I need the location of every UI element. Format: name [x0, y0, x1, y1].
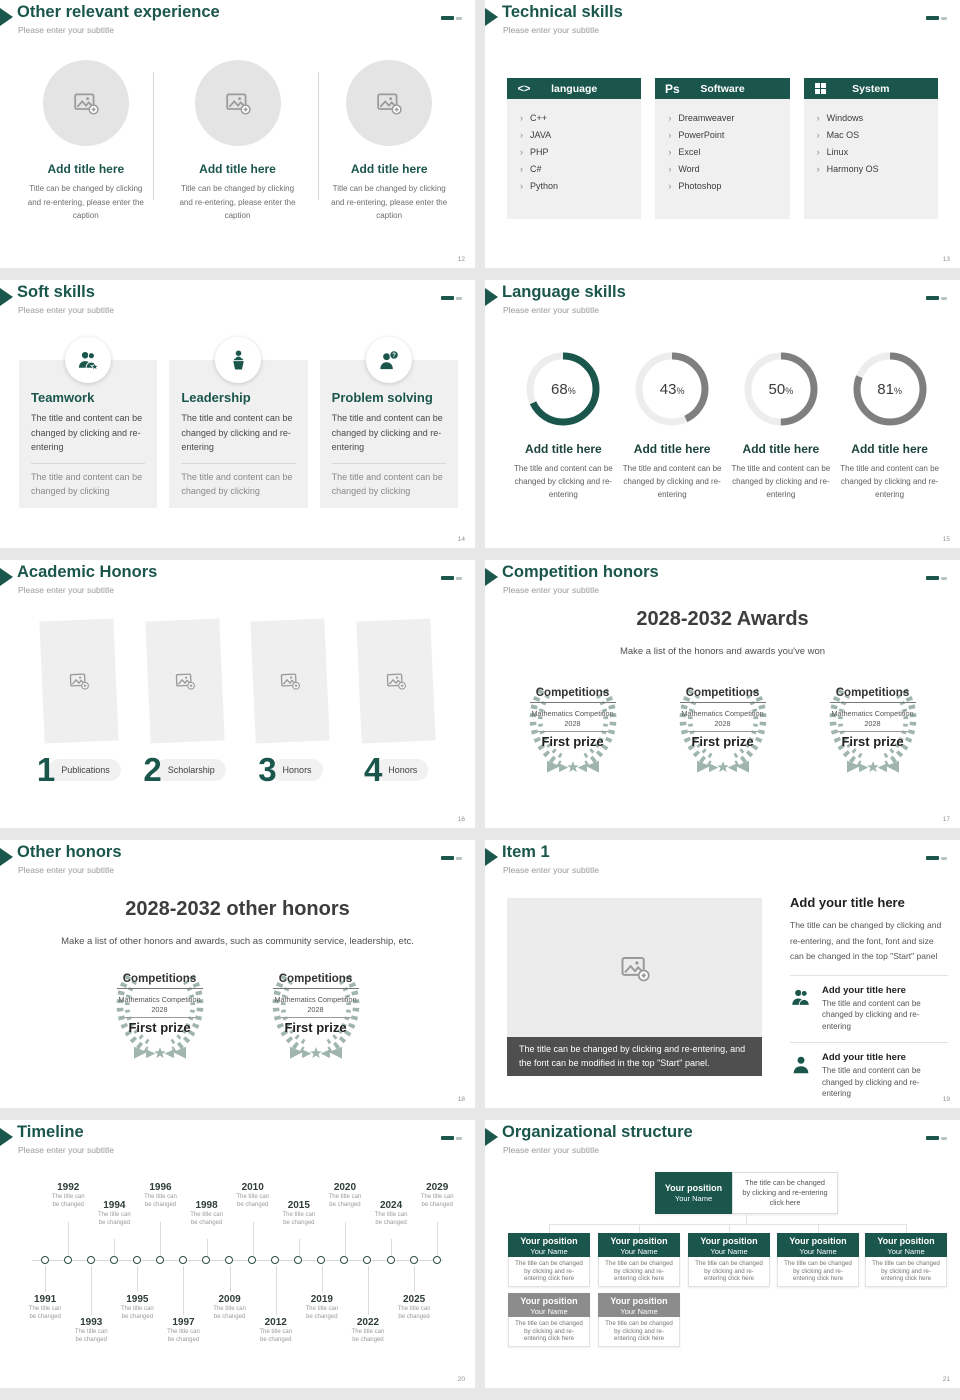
org-connector [549, 1224, 906, 1225]
timeline-item: 1998 The title can be changed [184, 1120, 230, 1388]
timeline-item: 2019 The title can be changed [299, 1120, 345, 1388]
slide-timeline[interactable] [0, 1120, 475, 1388]
brand-watermark [926, 576, 947, 580]
org-note: The title can be changed by clicking and re-entering click here [598, 1257, 680, 1287]
item-title: Add title here [350, 162, 428, 176]
list-item: › Linux [817, 144, 938, 161]
org-node: Your position Your Name The title can be changed by clicking and re-entering click here [777, 1233, 859, 1287]
donut-chart [633, 350, 711, 428]
wreath-line1: Mathematics Competition [531, 709, 614, 718]
brand-watermark [926, 856, 947, 860]
list-item: › C# [520, 161, 641, 178]
item-title: Add title here [199, 162, 276, 176]
timeline-item: 2020 The title can be changed [322, 1120, 368, 1388]
divider [181, 463, 295, 464]
timeline-item: 2009 The title can be changed [207, 1120, 253, 1388]
wreath-prize: First prize [841, 734, 904, 749]
wreath-year: 2028 [538, 719, 608, 732]
column-header [655, 78, 789, 99]
soft-skill-card [320, 360, 458, 508]
awards-subheading: Make a list of the honors and awards you've won [619, 646, 826, 657]
slide-subtitle: Please enter your subtitle [18, 25, 114, 35]
image-placeholder-icon [174, 671, 195, 692]
wreath-header: Competitions [680, 687, 766, 703]
slide-accent-arrow-icon [0, 1128, 13, 1146]
list-item: › Windows [817, 110, 938, 127]
slide-title: Item 1 [502, 843, 550, 861]
slide-competition-honors[interactable] [485, 560, 960, 828]
column-label: System [852, 82, 890, 95]
org-connector [729, 1224, 730, 1233]
page-number: 15 [942, 536, 950, 543]
slide-accent-arrow-icon [485, 1128, 498, 1146]
slide-title: Soft skills [17, 283, 95, 301]
brand-watermark [441, 576, 462, 580]
timeline-item: 2012 The title can be changed [253, 1120, 299, 1388]
slide-academic-honors[interactable] [0, 560, 475, 828]
brand-watermark [926, 296, 947, 300]
wreath-year: 2028 [688, 719, 758, 732]
list-item: › C++ [520, 110, 641, 127]
slide-title: Competition honors [502, 563, 659, 581]
card-title: Problem solving [331, 390, 433, 405]
org-node: Your position Your Name The title can be changed by clicking and re-entering click here [598, 1233, 680, 1287]
slide-subtitle: Please enter your subtitle [18, 1145, 114, 1155]
card-text-secondary: The title and content can be changed by clicking [31, 471, 143, 496]
org-note: The title can be changed by clicking and re-entering click here [777, 1257, 859, 1287]
list-item: › JAVA [520, 127, 641, 144]
language-skill [835, 350, 944, 501]
image-placeholder [195, 60, 281, 146]
list-item: › Mac OS [817, 127, 938, 144]
slide-soft-skills[interactable] [0, 280, 475, 548]
feature-row [790, 1042, 948, 1100]
item-caption: The title and content can be changed by clicking and re-entering [840, 464, 939, 499]
image-placeholder-icon [280, 671, 301, 692]
honor-label: Publications [48, 759, 121, 781]
image-placeholder [507, 898, 762, 1037]
timeline-item: 1995 The title can be changed [114, 1120, 160, 1388]
section-heading: Add your title here [790, 895, 905, 910]
list-item: › Photoshop [668, 178, 789, 195]
list-item: › Word [668, 161, 789, 178]
slide-other-relevant-experience[interactable] [0, 0, 475, 268]
honor-item [132, 620, 238, 786]
brand-watermark [441, 856, 462, 860]
wreath-header: Competitions [273, 973, 359, 989]
divider [31, 463, 145, 464]
teamwork-icon [65, 337, 111, 383]
org-connector [818, 1224, 819, 1233]
list-item: › PHP [520, 144, 641, 161]
tech-column-software [655, 78, 789, 219]
donut-chart [524, 350, 602, 428]
card-text-secondary: The title and content can be changed by clicking [331, 471, 443, 496]
timeline-item: 1992 The title can be changed [45, 1120, 91, 1388]
language-skill [509, 350, 618, 501]
slide-accent-arrow-icon [485, 8, 498, 26]
org-name: Your Name [674, 1193, 713, 1203]
wreath-year: 2028 [281, 1005, 351, 1018]
slide-subtitle: Please enter your subtitle [18, 305, 114, 315]
soft-skill-card [19, 360, 157, 508]
wreath-line1: Mathematics Competition [681, 709, 764, 718]
image-placeholder-icon [376, 90, 402, 116]
org-connector [549, 1224, 550, 1233]
slide-accent-arrow-icon [0, 8, 13, 26]
org-note: The title can be changed by clicking and re-entering click here [688, 1257, 770, 1287]
item-title: Add title here [525, 442, 602, 456]
page-number: 16 [457, 816, 465, 823]
timeline-item: 2025 The title can be changed [391, 1120, 437, 1388]
slide-accent-arrow-icon [485, 568, 498, 586]
image-caption-bar: The title can be changed by clicking and re-entering, and the font can be modified in the top "Start" panel. [507, 1037, 762, 1076]
org-connector [639, 1224, 640, 1233]
tech-column-language [507, 78, 641, 219]
leadership-icon [215, 337, 261, 383]
slide-title: Other relevant experience [17, 3, 220, 21]
slide-accent-arrow-icon [0, 848, 13, 866]
timeline-item: 2010 The title can be changed [230, 1120, 276, 1388]
honor-item [343, 620, 449, 786]
experience-item [162, 60, 314, 223]
people-icon [790, 987, 812, 1009]
slide-other-honors[interactable] [0, 840, 475, 1108]
slide-subtitle: Please enter your subtitle [18, 585, 114, 595]
slide-title: Timeline [17, 1123, 84, 1141]
slide-subtitle: Please enter your subtitle [503, 305, 599, 315]
brand-watermark [926, 16, 947, 20]
soft-skill-card [169, 360, 307, 508]
language-skill [618, 350, 727, 501]
slide-organizational-structure[interactable] [485, 1120, 960, 1388]
page-number: 18 [457, 1096, 465, 1103]
wreath-year: 2028 [838, 719, 908, 732]
timeline-item: 2029 The title can be changed [414, 1120, 460, 1388]
org-node-secondary: Your position Your Name The title can be changed by clicking and re-entering click here [598, 1293, 680, 1347]
org-connector [906, 1224, 907, 1233]
brand-watermark [926, 1136, 947, 1140]
language-skill [727, 350, 836, 501]
image-placeholder-icon [620, 953, 650, 983]
wreath-header: Competitions [117, 973, 203, 989]
slide-subtitle: Please enter your subtitle [18, 865, 114, 875]
card-title: Leadership [181, 390, 251, 405]
card-text-secondary: The title and content can be changed by clicking [181, 471, 293, 496]
code-icon: <> [517, 82, 531, 95]
slide-title: Technical skills [502, 3, 623, 21]
slide-accent-arrow-icon [0, 288, 13, 306]
org-node: Your position Your Name The title can be changed by clicking and re-entering click here [865, 1233, 947, 1287]
wreath-prize: First prize [128, 1020, 191, 1035]
timeline-dot-icon [433, 1256, 441, 1264]
page-number: 13 [942, 256, 950, 263]
slide-accent-arrow-icon [485, 288, 498, 306]
slide-title: Language skills [502, 283, 626, 301]
honor-item [26, 620, 132, 786]
column-header [507, 78, 641, 99]
column-label: Software [700, 82, 745, 95]
awards-heading: 2028-2032 Awards [636, 608, 809, 630]
feature-text: The title and content can be changed by clicking and re-entering [822, 998, 921, 1031]
honor-number: 4 [363, 751, 383, 788]
timeline-item: 2022 The title can be changed [345, 1120, 391, 1388]
donut-chart [742, 350, 820, 428]
page-number: 17 [942, 816, 950, 823]
timeline-item: 1993 The title can be changed [68, 1120, 114, 1388]
award-wreath [658, 678, 788, 780]
tech-column-system [804, 78, 938, 219]
org-note: The title can be changed by clicking and re-entering click here [508, 1317, 590, 1347]
slide-item-1[interactable] [485, 840, 960, 1108]
slide-technical-skills[interactable] [485, 0, 960, 268]
awards-subheading: Make a list of other honors and awards, such as community service, leadership, etc. [61, 936, 414, 947]
feature-text: The title and content can be changed by clicking and re-entering [822, 1066, 921, 1098]
slide-title: Organizational structure [502, 1123, 693, 1141]
divider [153, 72, 154, 200]
feature-title: Add your title here [822, 1052, 906, 1063]
org-note: The title can be changed by clicking and re-entering click here [508, 1257, 590, 1287]
item-caption: Title can be changed by clicking and re-entering, please enter the caption [27, 184, 144, 220]
honor-label: Honors [270, 759, 323, 781]
award-wreath [808, 678, 938, 780]
donut-chart [851, 350, 929, 428]
honor-label: Scholarship [155, 759, 226, 781]
item-title: Add title here [742, 442, 820, 456]
item-caption: The title and content can be changed by clicking and re-entering [622, 464, 722, 499]
honor-number: 2 [143, 751, 162, 788]
honor-item [238, 620, 344, 786]
column-header [804, 78, 938, 99]
image-placeholder [356, 618, 435, 743]
org-root-node [655, 1172, 838, 1214]
timeline-item: 2024 The title can be changed [368, 1120, 414, 1388]
column-label: language [551, 82, 598, 95]
experience-item [10, 60, 162, 223]
org-node: Your position Your Name The title can be changed by clicking and re-entering click here [508, 1233, 590, 1287]
org-position: Your position [664, 1182, 723, 1193]
org-connector [746, 1214, 747, 1224]
percent-value: 50 % [768, 380, 794, 398]
percent-value: 81 % [877, 380, 902, 398]
honor-label: Honors [375, 759, 428, 781]
item-title: Add title here [633, 442, 711, 456]
problem-solving-icon [366, 337, 412, 383]
org-node: Your position Your Name The title can be changed by clicking and re-entering click here [688, 1233, 770, 1287]
award-wreath [95, 964, 225, 1066]
image-placeholder-icon [386, 671, 407, 692]
item-caption: The title and content can be changed by clicking and re-entering [731, 464, 831, 499]
item-caption: Title can be changed by clicking and re-entering, please enter the caption [331, 184, 448, 220]
divider [318, 72, 319, 200]
wreath-prize: First prize [691, 734, 754, 749]
wreath-prize: First prize [284, 1020, 347, 1035]
divider [332, 463, 446, 464]
timeline-item: 1996 The title can be changed [137, 1120, 183, 1388]
awards-heading: 2028-2032 other honors [125, 898, 350, 920]
slide-accent-arrow-icon [485, 848, 498, 866]
page-number: 20 [457, 1376, 465, 1383]
honor-number: 1 [36, 751, 56, 788]
brand-watermark [441, 16, 462, 20]
org-note: The title can be changed by clicking and re-entering click here [732, 1172, 838, 1214]
image-placeholder-icon [225, 90, 251, 116]
card-text: The title and content can be changed by clicking and re-entering [331, 413, 443, 452]
award-wreath [251, 964, 381, 1066]
wreath-header: Competitions [530, 687, 616, 703]
list-item: › Excel [668, 144, 789, 161]
page-number: 12 [457, 256, 465, 263]
brand-watermark [441, 296, 462, 300]
wreath-line1: Mathematics Competition [274, 995, 357, 1004]
image-placeholder [145, 618, 224, 743]
card-text: The title and content can be changed by clicking and re-entering [31, 413, 143, 452]
card-text: The title and content can be changed by clicking and re-entering [181, 413, 293, 452]
org-node-secondary: Your position Your Name The title can be changed by clicking and re-entering click here [508, 1293, 590, 1347]
card-title: Teamwork [31, 390, 95, 405]
experience-item [313, 60, 465, 223]
timeline-item: 2015 The title can be changed [276, 1120, 322, 1388]
list-item: › Python [520, 178, 641, 195]
wreath-header: Competitions [830, 687, 916, 703]
award-wreath [508, 678, 638, 780]
percent-value: 43 % [659, 380, 685, 398]
slide-subtitle: Please enter your subtitle [503, 25, 599, 35]
list-item: › PowerPoint [668, 127, 789, 144]
slide-subtitle: Please enter your subtitle [503, 585, 599, 595]
wreath-line1: Mathematics Competition [831, 709, 914, 718]
item-caption: The title and content can be changed by clicking and re-entering [514, 464, 613, 499]
image-placeholder [251, 618, 330, 743]
slide-accent-arrow-icon [0, 568, 13, 586]
page-number: 19 [942, 1096, 950, 1103]
wreath-year: 2028 [125, 1005, 195, 1018]
slide-title: Academic Honors [17, 563, 158, 581]
item-title: Add title here [47, 162, 125, 176]
person-icon [790, 1054, 812, 1076]
windows-icon [808, 78, 834, 99]
list-item: › Dreamweaver [668, 110, 789, 127]
percent-value: 68 % [551, 380, 576, 398]
slide-subtitle: Please enter your subtitle [503, 1145, 599, 1155]
timeline-item: 1997 The title can be changed [160, 1120, 206, 1388]
image-placeholder [43, 60, 129, 146]
image-placeholder [346, 60, 432, 146]
section-paragraph: The title can be changed by clicking and re-entering, and the font, font and size can be changed in the top "Start" panel [790, 920, 942, 961]
timeline-item: 1991 The title can be changed [22, 1120, 68, 1388]
image-placeholder [39, 618, 118, 743]
feature-row [790, 975, 948, 1033]
org-note: The title can be changed by clicking and re-entering click here [598, 1317, 680, 1347]
list-item: › Harmony OS [817, 161, 938, 178]
image-placeholder-icon [73, 90, 99, 116]
feature-title: Add your title here [822, 984, 906, 996]
wreath-line1: Mathematics Competition [118, 995, 201, 1004]
page-number: 21 [942, 1376, 950, 1383]
slide-subtitle: Please enter your subtitle [503, 865, 599, 875]
item-title: Add title here [851, 442, 928, 456]
item-caption: Title can be changed by clicking and re-entering, please enter the caption [179, 184, 296, 220]
photoshop-icon: Ps [664, 81, 680, 96]
honor-number: 3 [258, 751, 277, 788]
slide-title: Other honors [17, 843, 122, 861]
wreath-prize: First prize [541, 734, 604, 749]
page-number: 14 [457, 536, 465, 543]
org-note: The title can be changed by clicking and re-entering click here [865, 1257, 947, 1287]
slide-language-skills[interactable] [485, 280, 960, 548]
image-placeholder-icon [68, 671, 89, 692]
timeline-item: 1994 The title can be changed [91, 1120, 137, 1388]
